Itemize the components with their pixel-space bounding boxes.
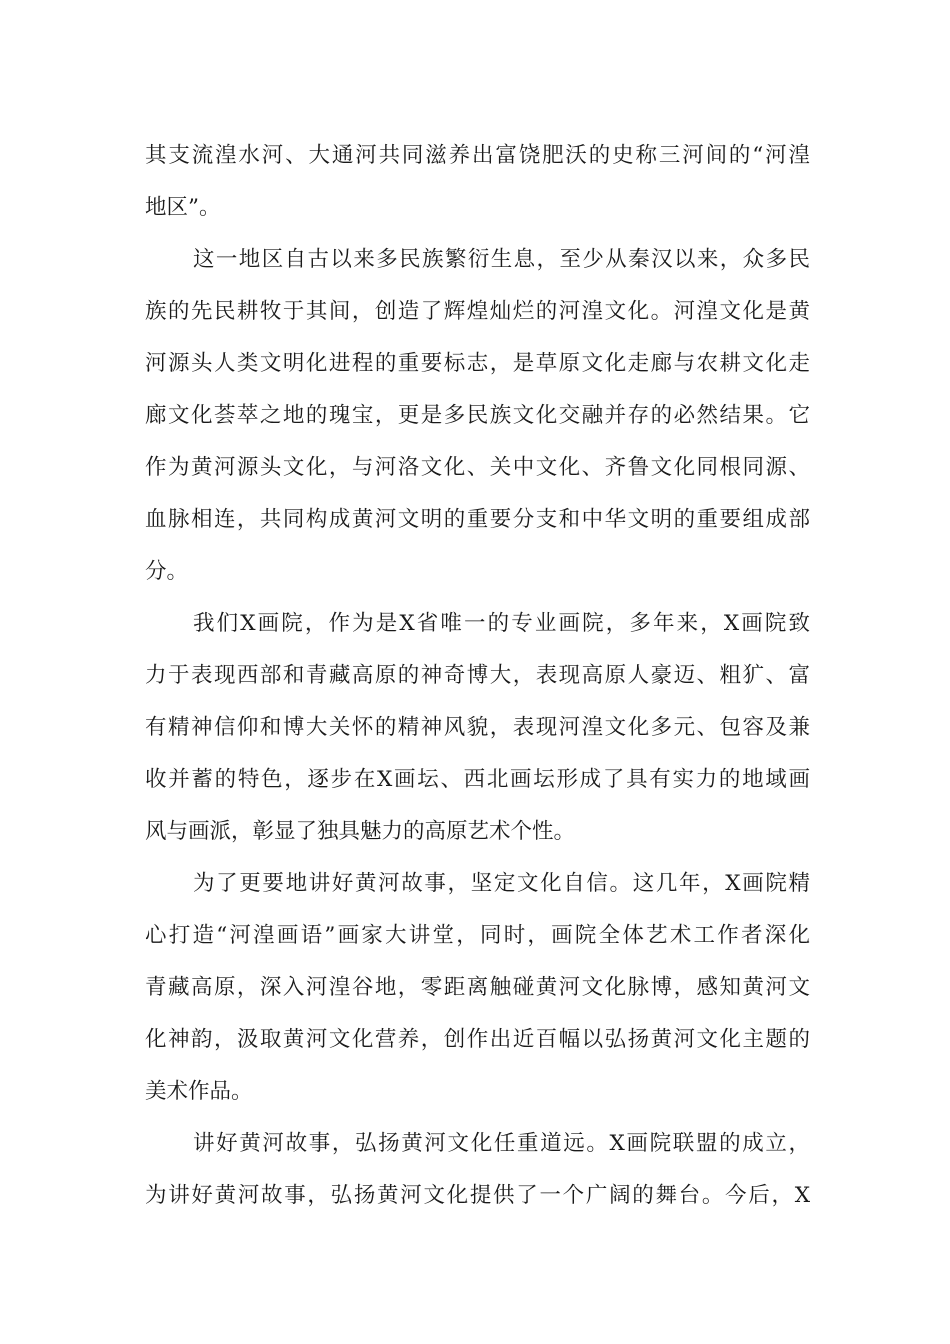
text-line: 河源头人类文明化进程的重要标志，是草原文化走廊与农耕文化走 xyxy=(145,351,810,376)
text-line: 这一地区自古以来多民族繁衍生息，至少从秦汉以来，众多民 xyxy=(193,247,810,272)
text-line: 讲好黄河故事，弘扬黄河文化任重道远。X画院联盟的成立， xyxy=(193,1131,810,1156)
text-line: 作为黄河源头文化，与河洛文化、关中文化、齐鲁文化同根同源、 xyxy=(145,455,810,480)
text-line: 风与画派，彰显了独具魅力的高原艺术个性。 xyxy=(145,819,576,844)
text-line: 为了更要地讲好黄河故事，坚定文化自信。这几年，X画院精 xyxy=(193,871,810,896)
text-line: 为讲好黄河故事，弘扬黄河文化提供了一个广阔的舞台。今后，X xyxy=(145,1183,810,1208)
text-line: 美术作品。 xyxy=(145,1079,253,1104)
text-line: 化神韵，汲取黄河文化营养，创作出近百幅以弘扬黄河文化主题的 xyxy=(145,1027,810,1052)
text-line: 有精神信仰和博大关怀的精神风貌，表现河湟文化多元、包容及兼 xyxy=(145,715,810,740)
text-line: 心打造“河湟画语”画家大讲堂，同时，画院全体艺术工作者深化 xyxy=(145,923,810,948)
text-line: 力于表现西部和青藏高原的神奇博大，表现高原人豪迈、粗犷、富 xyxy=(145,663,810,688)
text-line: 收并蓄的特色，逐步在X画坛、西北画坛形成了具有实力的地域画 xyxy=(145,767,810,792)
text-line: 地区”。 xyxy=(145,195,221,220)
document-body xyxy=(145,130,810,1222)
text-line: 分。 xyxy=(145,559,189,584)
text-line: 我们X画院，作为是X省唯一的专业画院，多年来，X画院致 xyxy=(193,611,810,636)
text-line: 青藏高原，深入河湟谷地，零距离触碰黄河文化脉博，感知黄河文 xyxy=(145,975,810,1000)
text-line: 族的先民耕牧于其间，创造了辉煌灿烂的河湟文化。河湟文化是黄 xyxy=(145,299,810,324)
text-line: 其支流湟水河、大通河共同滋养出富饶肥沃的史称三河间的“河湟 xyxy=(145,143,810,168)
text-line: 廊文化荟萃之地的瑰宝，更是多民族文化交融并存的必然结果。它 xyxy=(145,403,810,428)
text-line: 血脉相连，共同构成黄河文明的重要分支和中华文明的重要组成部 xyxy=(145,507,810,532)
